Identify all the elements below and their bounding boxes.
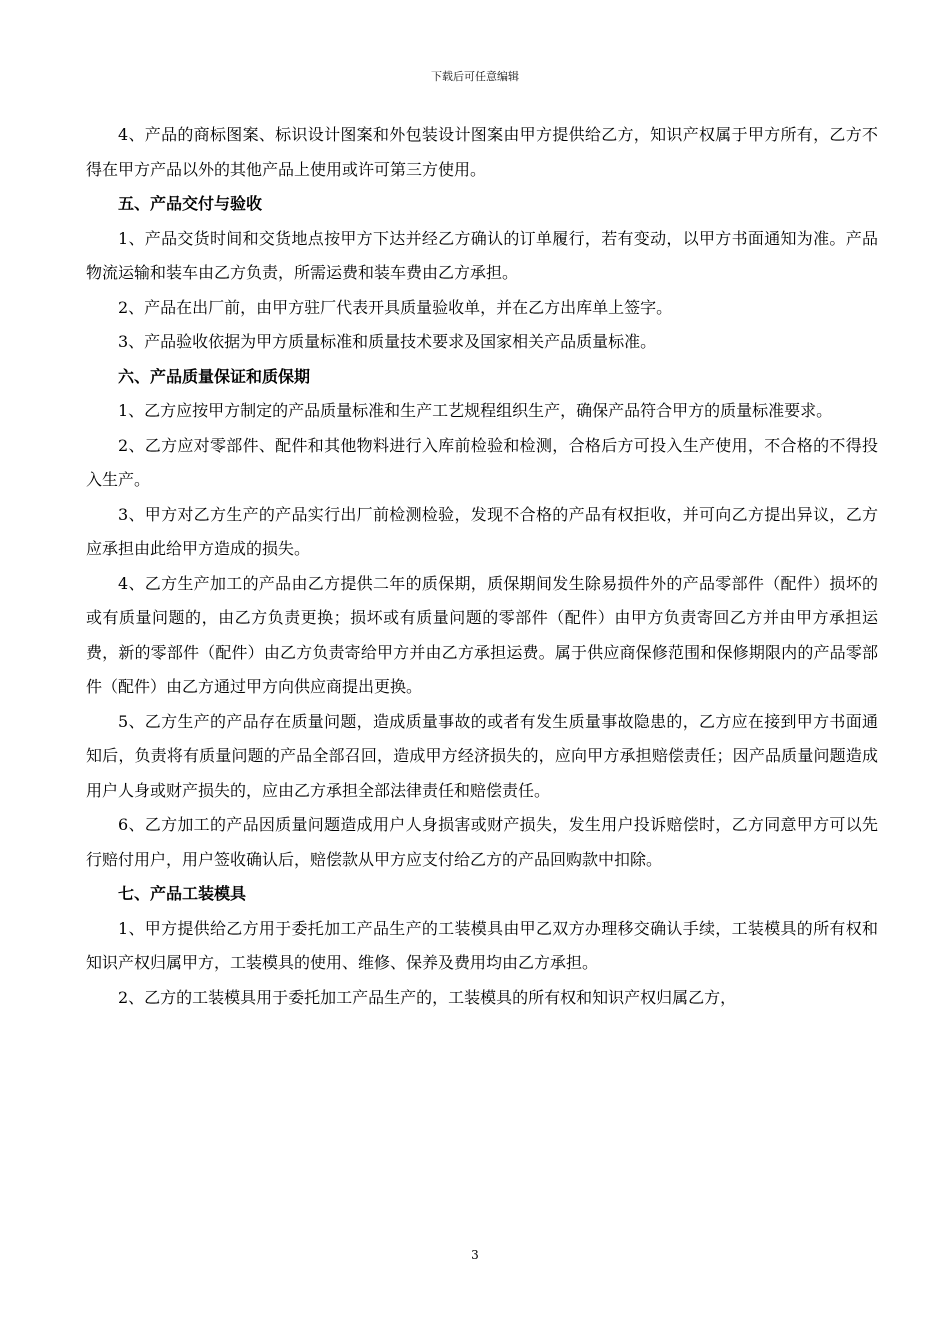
paragraph: 3、产品验收依据为甲方质量标准和质量技术要求及国家相关产品质量标准。 <box>118 332 657 351</box>
paragraph: 1、甲方提供给乙方用于委托加工产品生产的工装模具由甲乙双方办理移交确认手续，工装模具的所有权和知识产权归属甲方，工装模具的使用、维修、保养及费用均由乙方承担。 <box>86 918 878 972</box>
paragraph: 6、乙方加工的产品因质量问题造成用户人身损害或财产损失，发生用户投诉赔偿时，乙方同意甲方可以先行赔付用户，用户签收确认后，赔偿款从甲方应支付给乙方的产品回购款中扣除。 <box>86 815 878 869</box>
section-heading: 七、产品工装模具 <box>118 884 247 903</box>
paragraph: 4、产品的商标图案、标识设计图案和外包装设计图案由甲方提供给乙方，知识产权属于甲方所有，乙方不得在甲方产品以外的其他产品上使用或许可第三方使用。 <box>86 125 878 179</box>
document-body <box>86 118 878 1015</box>
paragraph: 4、乙方生产加工的产品由乙方提供二年的质保期，质保期间发生除易损件外的产品零部件（配件）损坏的或有质量问题的，由乙方负责更换；损坏或有质量问题的零部件（配件）由甲方负责寄回乙方并由甲方承担运费，新的零部件（配件）由乙方负责寄给甲方并由乙方承担运费。属于供应商保修范围和保修期限内的产品零部件（配件）由乙方通过甲方向供应商提出更换。 <box>86 573 878 696</box>
paragraph: 3、甲方对乙方生产的产品实行出厂前检测检验，发现不合格的产品有权拒收，并可向乙方提出异议，乙方应承担由此给甲方造成的损失。 <box>86 504 878 558</box>
section-heading: 五、产品交付与验收 <box>118 194 263 213</box>
page-number: 3 <box>471 1248 479 1262</box>
paragraph: 2、产品在出厂前，由甲方驻厂代表开具质量验收单，并在乙方出库单上签字。 <box>118 297 673 317</box>
paragraph: 5、乙方生产的产品存在质量问题，造成质量事故的或者有发生质量事故隐患的，乙方应在接到甲方书面通知后，负责将有质量问题的产品全部召回，造成甲方经济损失的，应向甲方承担赔偿责任；因产品质量问题造成用户人身或财产损失的，应由乙方承担全部法律责任和赔偿责任。 <box>86 711 878 800</box>
paragraph: 2、乙方应对零部件、配件和其他物料进行入库前检验和检测，合格后方可投入生产使用，不合格的不得投入生产。 <box>86 435 878 489</box>
section-heading: 六、产品质量保证和质保期 <box>118 366 311 386</box>
paragraph: 1、乙方应按甲方制定的产品质量标准和生产工艺规程组织生产，确保产品符合甲方的质量标准要求。 <box>118 401 833 420</box>
paragraph: 2、乙方的工装模具用于委托加工产品生产的，工装模具的所有权和知识产权归属乙方， <box>118 987 737 1007</box>
paragraph: 1、产品交货时间和交货地点按甲方下达并经乙方确认的订单履行，若有变动，以甲方书面通知为准。产品物流运输和装车由乙方负责，所需运费和装车费由乙方承担。 <box>86 228 878 282</box>
page-header: 下载后可任意编辑 <box>431 70 519 83</box>
